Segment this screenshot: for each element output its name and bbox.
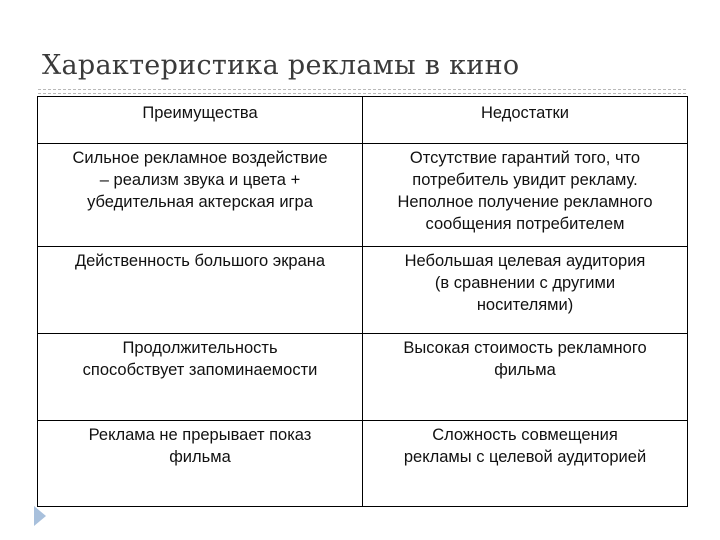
disadvantage-cell: Сложность совмещения рекламы с целевой аудиторией (363, 421, 688, 507)
advantage-cell: Продолжительность способствует запоминаемости (38, 334, 363, 421)
title-divider-bottom (38, 93, 686, 94)
table-row (38, 144, 688, 247)
table-row (38, 247, 688, 334)
table-row (38, 421, 688, 507)
advantage-cell: Действенность большого экрана (38, 247, 363, 334)
bullet-triangle-icon (33, 505, 47, 527)
header-advantages: Преимущества (38, 97, 363, 144)
page-title: Характеристика рекламы в кино (42, 50, 520, 81)
table-header-row (38, 97, 688, 144)
title-divider-top (38, 89, 686, 90)
table-row (38, 334, 688, 421)
disadvantage-cell: Высокая стоимость рекламного фильма (363, 334, 688, 421)
comparison-table (37, 96, 688, 507)
advantage-cell: Реклама не прерывает показ фильма (38, 421, 363, 507)
disadvantage-cell: Отсутствие гарантий того, что потребитель увидит рекламу. Неполное получение рекламного сообщения потребителем (363, 144, 688, 247)
disadvantage-cell: Небольшая целевая аудитория (в сравнении с другими носителями) (363, 247, 688, 334)
advantage-cell: Сильное рекламное воздействие – реализм звука и цвета + убедительная актерская игра (38, 144, 363, 247)
header-disadvantages: Недостатки (363, 97, 688, 144)
